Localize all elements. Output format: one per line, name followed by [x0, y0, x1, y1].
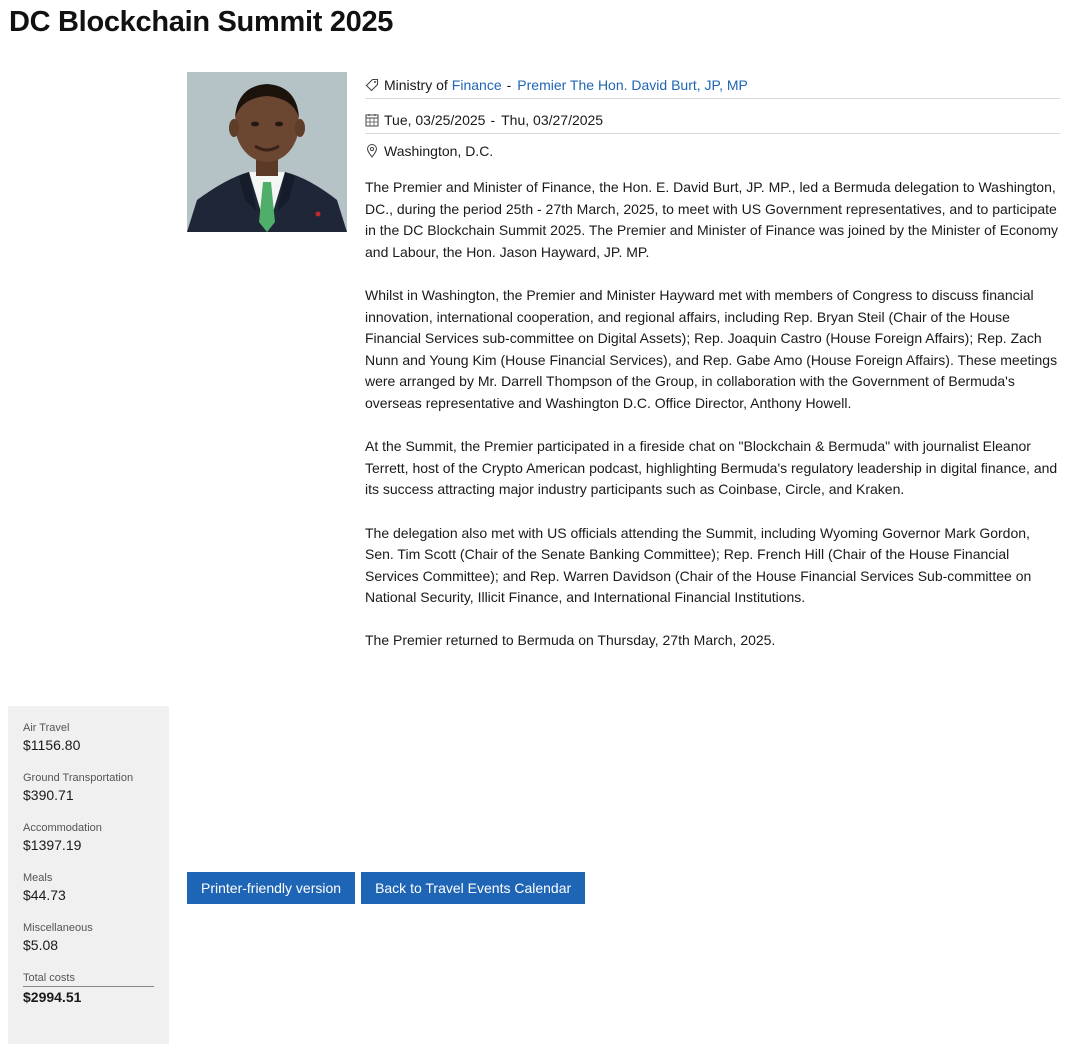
- tag-icon: [365, 78, 379, 92]
- cost-label: Ground Transportation: [23, 772, 134, 784]
- description-paragraph: The delegation also met with US officials attending the Summit, including Wyoming Governor Mark Gordon, Sen. Tim Scott (Chair of the Senate Banking Committee); Rep. French Hill (Chair of the House Financial Services Committee); and Rep. Warren Davidson (Chair of the House Financial Services Sub-committee on National Security, Illicit Finance, and International Financial Institutions.: [365, 524, 1032, 606]
- description-paragraph: At the Summit, the Premier participated in a fireside chat on "Blockchain & Bermuda" with journalist Eleanor Terrett, host of the Crypto American podcast, highlighting Bermuda's regulatory leadership in digital finance, and its success attracting major industry participants such as Coinbase, Circle, and Kraken.: [365, 438, 1058, 498]
- cost-label: Miscellaneous: [23, 922, 93, 934]
- travel-costs-panel: [8, 706, 169, 1044]
- date-separator: -: [490, 111, 496, 128]
- location-row: [365, 140, 1060, 162]
- cost-label: Meals: [23, 872, 53, 884]
- cost-label: Accommodation: [23, 822, 102, 834]
- cost-value: $1156.80: [23, 737, 81, 753]
- page-title: DC Blockchain Summit 2025: [9, 6, 394, 38]
- total-value: $2994.51: [23, 989, 82, 1005]
- back-to-calendar-button[interactable]: Back to Travel Events Calendar: [361, 872, 585, 904]
- cost-value: $390.71: [23, 787, 74, 803]
- event-meta: [365, 72, 1060, 162]
- portrait-photo: [187, 72, 347, 232]
- person-link[interactable]: Premier The Hon. David Burt, JP, MP: [517, 77, 748, 93]
- cost-value: $5.08: [23, 937, 59, 953]
- cost-ground-transportation: [23, 771, 154, 805]
- cost-total: [23, 971, 154, 1007]
- ministry-prefix: Ministry of: [384, 77, 448, 93]
- description-paragraph: Whilst in Washington, the Premier and Minister Hayward met with members of Congress to discuss financial innovation, international cooperation, and regional affairs, including Rep. Bryan Steil (Chair of the House Financial Services sub-committee on Digital Assets); Rep. Joaquin Castro (House Foreign Affairs); Rep. Zach Nunn and Young Kim (House Financial Services), and Rep. Gabe Amo (House Foreign Affairs). These meetings were arranged by Mr. Darrell Thompson of the Group, in collaboration with the Government of Bermuda's overseas representative and Washington D.C. Office Director, Anthony Howell.: [365, 286, 1058, 411]
- location: Washington, D.C.: [384, 143, 494, 159]
- action-buttons: [187, 872, 585, 904]
- total-label: Total costs: [23, 971, 154, 987]
- event-description: [365, 177, 1060, 674]
- cost-accommodation: [23, 821, 154, 855]
- cost-value: $44.73: [23, 887, 66, 903]
- description-paragraph: The Premier returned to Bermuda on Thursday, 27th March, 2025.: [365, 632, 776, 649]
- map-pin-icon: [365, 144, 379, 158]
- start-date: Tue, 03/25/2025: [384, 111, 486, 128]
- end-date: Thu, 03/27/2025: [501, 111, 604, 128]
- cost-value: $1397.19: [23, 837, 82, 853]
- cost-air-travel: [23, 721, 154, 755]
- description-paragraph: The Premier and Minister of Finance, the Hon. E. David Burt, JP. MP., led a Bermuda delegation to Washington, DC., during the period 25th - 27th March, 2025, to meet with US Government representatives, and to participate in the DC Blockchain Summit 2025. The Premier and Minister of Finance was joined by the Minister of Economy and Labour, the Hon. Jason Hayward, JP. MP.: [365, 179, 1059, 260]
- meta-separator: -: [506, 77, 512, 93]
- cost-meals: [23, 871, 154, 905]
- ministry-link[interactable]: Finance: [451, 77, 502, 93]
- cost-miscellaneous: [23, 921, 154, 955]
- calendar-icon: [365, 113, 379, 127]
- ministry-row: [365, 72, 1060, 99]
- cost-label: Air Travel: [23, 722, 70, 734]
- printer-friendly-button[interactable]: Printer-friendly version: [187, 872, 355, 904]
- date-row: [365, 106, 1060, 134]
